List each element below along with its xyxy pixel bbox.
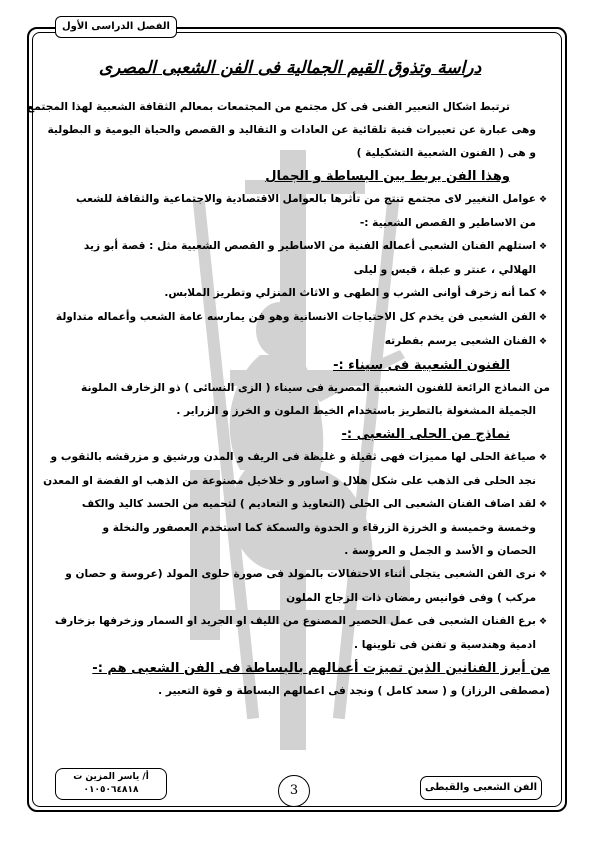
section1-bullet-5: ❖الفنان الشعبى يرسم بفطرته [40, 330, 550, 354]
section3-heading: نماذج من الحلى الشعبى :- [341, 427, 510, 442]
page-number: 3 [278, 775, 310, 807]
section4-line: (مصطفى الرزاز) و ( سعد كامل ) ونجد فى اعمالهم البساطة و قوة التعبير . [158, 685, 550, 697]
section2-line-1: من النماذج الرائعة للفنون الشعبية المصرية فى سيناء ( الزى النسائى ) ذو الزخارف الملونة [81, 382, 550, 394]
author-name: أ/ ياسر المزين ت [73, 772, 149, 782]
diamond-bullet-icon: ❖ [538, 195, 548, 205]
diamond-bullet-icon: ❖ [538, 500, 548, 510]
page-title: دراسة وتذوق القيم الجمالية فى الفن الشعبى المصرى [98, 58, 482, 78]
diamond-bullet-icon: ❖ [538, 337, 548, 347]
section1-bullet-2: ❖استلهم الفنان الشعبى أعماله الفنية من الاساطير و القصص الشعبية مثل : قصة أبو زيد الهلالي ، عنتر و عبلة ، قيس و ليلى [40, 235, 550, 282]
diamond-bullet-icon: ❖ [538, 617, 548, 627]
section1-bullet-1: ❖عوامل التغيير لاى مجتمع تنتج من تأثرها بالعوامل الاقتصادية والاجتماعية والثقافة للشعب من الاساطير و القصص الشعبية :- [40, 188, 550, 235]
main-content [27, 96, 550, 703]
section2-line-2: الجميلة المشغولة بالتطريز باستخدام الخيط الملون و الخرز و الزراير . [176, 405, 536, 417]
section1-heading: وهذا الفن يربط بين البساطة و الجمال [265, 169, 510, 184]
diamond-bullet-icon: ❖ [538, 453, 548, 463]
diamond-bullet-icon: ❖ [538, 242, 548, 252]
intro-line-2: وهى عبارة عن تعبيرات فنية تلقائية عن العادات و التقاليد و القصص والحياة اليومية و البطولية [47, 124, 536, 136]
section3-bullet-1: ❖صياغة الحلى لها مميزات فهى ثقيلة و غليظة فى الريف و المدن ورشيق و مزرقشه بالثقوب و نجد الحلى فى الذهب على شكل هلال و اساور و خلاخيل مصنوعة من الذهب او الفضة او المعدن [40, 446, 550, 493]
section4-heading: من أبرز الفنانين الذين تميزت أعمالهم بالبساطة فى الفن الشعبى هم :- [92, 661, 550, 676]
intro-line-1: ترتبط اشكال التعبير الفنى فى كل مجتمع من المجتمعات بمعالم الثقافة الشعبية لهذا المجتمع [27, 101, 510, 113]
section3-bullet-4: ❖برع الفنان الشعبى فى عمل الحصير المصنوع من الليف او الجريد او السمار وزخرفها بزخارف ادمية وهندسية و تفنن فى تلوينها . [40, 610, 550, 657]
section3-bullet-2: ❖لقد اضاف الفنان الشعبى الى الحلى (التعاويذ و التعاديم ) لتحميه من الحسد كاليد والكف وخمسة وخميسة و الخرزة الزرقاء و الحدوة والسمكة كما استخدم العصفور والنخلة و الحصان و الأسد و الجمل و العروسة . [40, 493, 550, 563]
section1-bullet-4: ❖الفن الشعبى فن يخدم كل الاحتياجات الانسانية وهو فن يمارسه عامة الشعب وأعماله متداولة [40, 306, 550, 330]
diamond-bullet-icon: ❖ [538, 570, 548, 580]
section3-bullet-3: ❖نرى الفن الشعبى يتجلى أثناء الاحتفالات بالمولد فى صورة حلوى المولد (عروسة و حصان و مركب ) وفى فوانيس رمضان ذات الزجاج الملون [40, 563, 550, 610]
subject-box: الفن الشعبى والقبطى [420, 776, 542, 800]
intro-line-3: و هى ( الفنون الشعبية التشكيلية ) [356, 147, 536, 159]
author-box [55, 768, 167, 800]
semester-tab: الفصل الدراسى الأول [55, 16, 177, 38]
diamond-bullet-icon: ❖ [538, 313, 548, 323]
section2-heading: الفنون الشعبية فى سيناء :- [333, 358, 510, 373]
section1-bullet-3: ❖كما أنه زخرف أوانى الشرب و الطهى و الاثاث المنزلي وتطريز الملابس. [40, 282, 550, 306]
diamond-bullet-icon: ❖ [538, 289, 548, 299]
author-phone: ٠١٠٥٠٦٤٨١٨ [83, 785, 139, 795]
